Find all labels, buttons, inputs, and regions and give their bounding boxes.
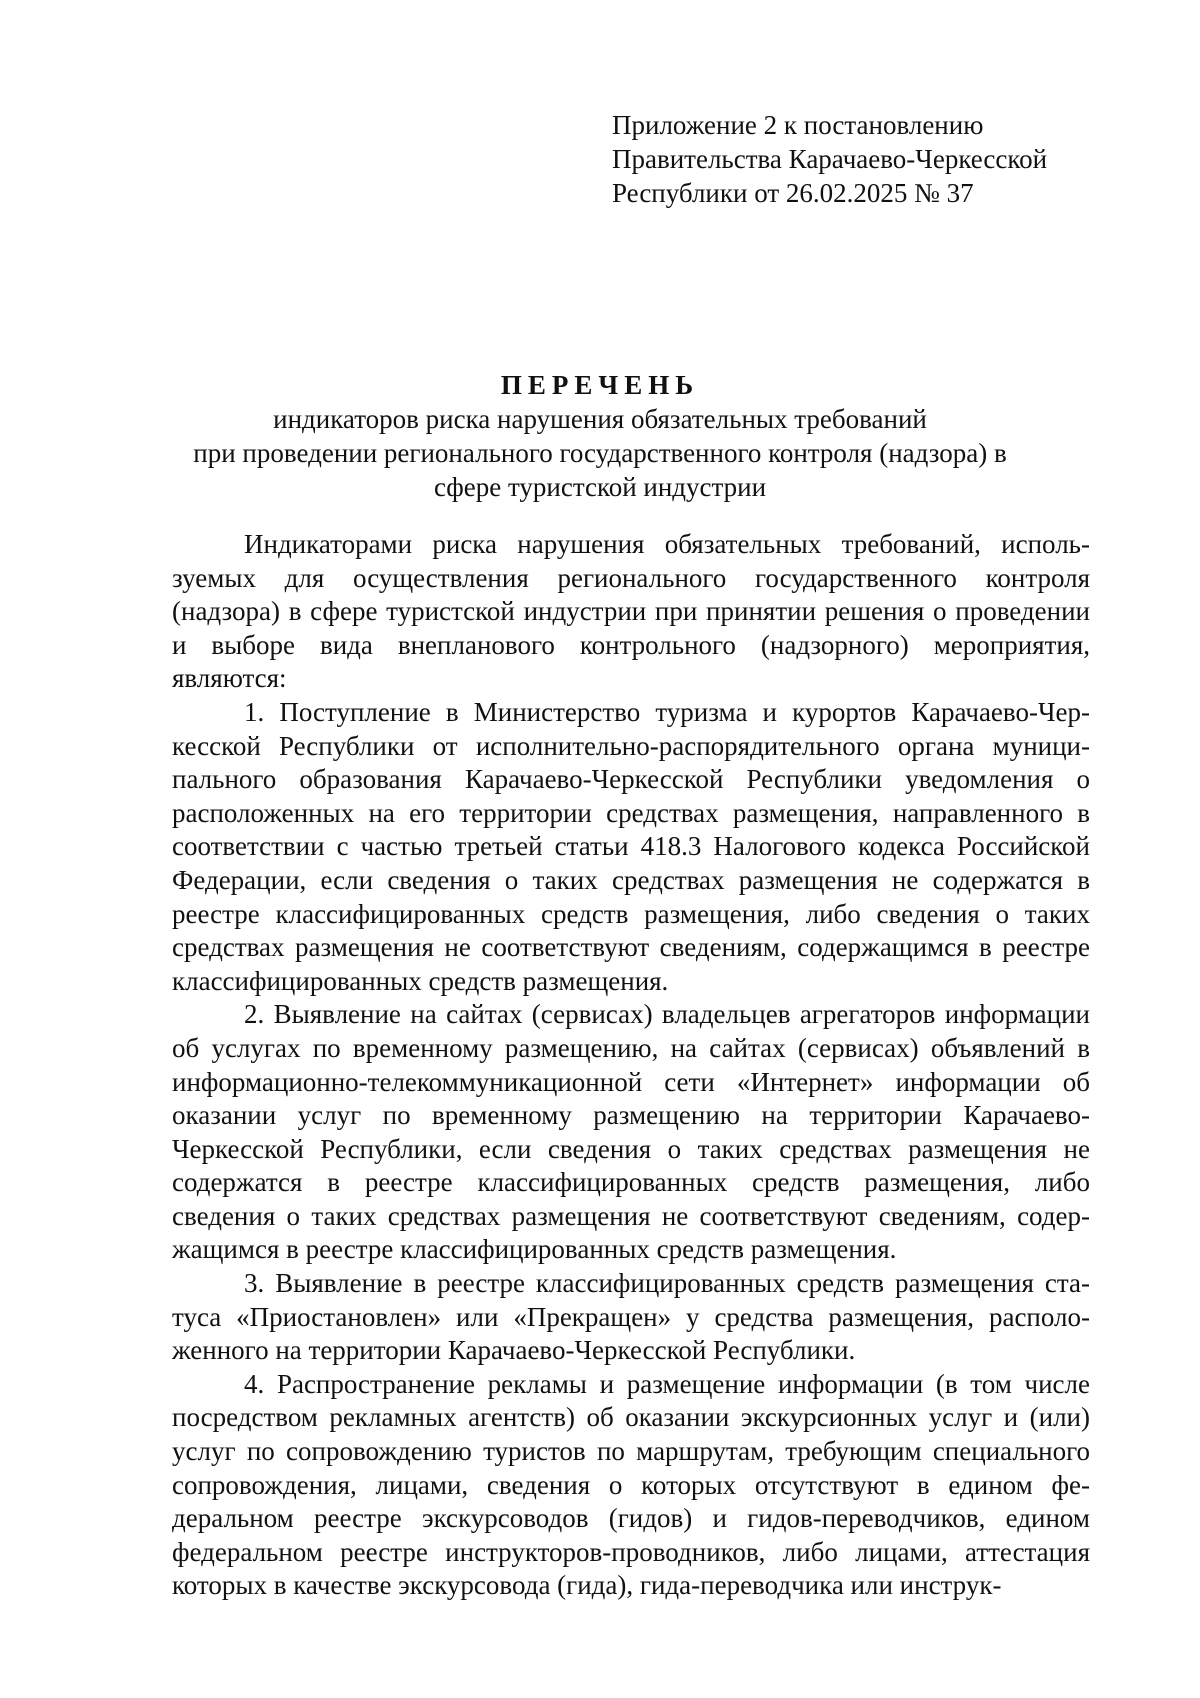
subtitle-line-3: сфере туристской индустрии [433,472,767,502]
intro-paragraph: Индикаторами риска нарушения обязательных требований, используемых для осуществления регионального государственного контроля (надзора) в сфере туристской индустрии при принятии решения о проведении и выборе вида внепланового контрольного (надзорного) мероприятия, являются: [172,529,1090,694]
subtitle-line-2: при проведении регионального государственного контроля (надзора) в [193,438,1007,468]
appendix-reference [612,108,1132,210]
document-title: ПЕРЕЧЕНЬ [500,370,700,400]
list-item-3: 3. Выявление в реестре классифицированных средств размещения статуса «Приостановлен» или «Прекращен» у средства размещения, расположенного на территории Карачаево-Черкесской Республики. [172,1268,1090,1366]
list-item-1: 1. Поступление в Министерство туризма и курортов Карачаево-Черкесской Республики от исполнительно-распорядительного органа муниципального образования Карачаево-Черкесской Республики уведомления о расположенных на его территории средствах размещения, направленного в соответствии с частью третьей статьи 418.3 Налогового кодекса Российской Федерации, если сведения о таких средствах размещения не содержатся в реестре классифицированных средств размещения, либо сведения о таких средствах размещения не соответствуют сведениям, содержащимся в реестре классифицированных средств размещения. [172,696,1090,996]
appendix-line-2: Правительства Карачаево-Черкесской [612,144,1048,174]
list-item-2: 2. Выявление на сайтах (сервисах) владельцев агрегаторов информации об услугах по временному размещению, на сайтах (сервисах) объявлений в информационно-телекоммуникационной сети «Интернет» информации об оказании услуг по временному размещению на территории Карачаево-Черкесской Республики, если сведения о таких средствах размещения не содержатся в реестре классифицированных средств размещения, либо сведения о таких средствах размещения не соответствуют сведениям, содержащимся в реестре классифицированных средств размещения. [172,999,1090,1265]
document-subtitle [150,402,1050,504]
appendix-line-1: Приложение 2 к постановлению [612,110,984,140]
appendix-line-3: Республики от 26.02.2025 № 37 [612,178,974,208]
list-item-4: 4. Распространение рекламы и размещение информации (в том числе посредством рекламных агентств) об оказании экскурсионных услуг и (или) услуг по сопровождению туристов по маршрутам, требующим специального сопровождения, лицами, сведения о которых отсутствуют в едином федеральном реестре экскурсоводов (гидов) и гидов-переводчиков, едином федеральном реестре инструкторов-проводников, либо лицами, аттестация которых в качестве экскурсовода (гида), гида-переводчика или инструк- [172,1368,1090,1601]
subtitle-line-1: индикаторов риска нарушения обязательных требований [273,404,927,434]
document-body [172,528,1090,1603]
title-block [150,368,1050,504]
